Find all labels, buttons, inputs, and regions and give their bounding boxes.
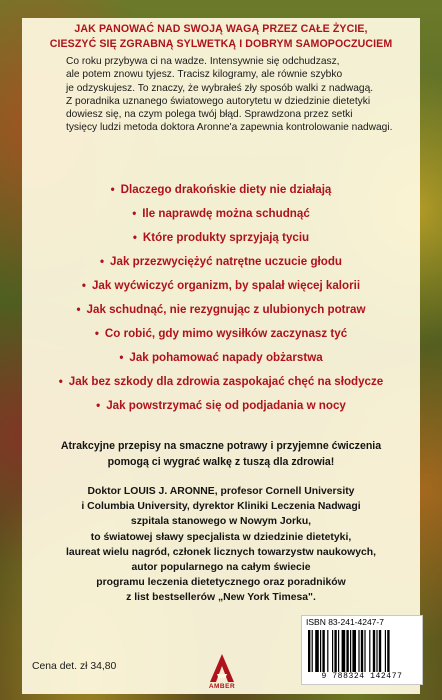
bullet-icon: • — [76, 303, 81, 316]
author-bio — [40, 484, 402, 606]
list-item — [40, 298, 402, 322]
intro-line: je odzyskujesz. To znaczy, że wybrałeś zły sposób walki z nadwagą. — [66, 82, 374, 94]
list-item-text: Jak powstrzymać się od podjadania w nocy — [106, 399, 346, 412]
price-label: Cena det. zł 34,80 — [32, 661, 117, 672]
isbn-label: ISBN 83-241-4247-7 — [306, 617, 384, 627]
list-item — [40, 226, 402, 250]
list-item-text: Dlaczego drakońskie diety nie działają — [120, 183, 332, 196]
intro-line: Co roku przybywa ci na wadze. Intensywnie się odchudzasz, — [66, 56, 340, 67]
list-item — [40, 178, 402, 202]
intro-line: tysięcy ludzi metoda doktora Aronne'a zapewnia kontrolowanie nadwagi. — [66, 122, 393, 134]
bio-line: programu leczenia dietetycznego oraz poradników — [96, 577, 346, 589]
barcode-number: 9 788324 142477 — [321, 672, 403, 681]
list-item — [40, 202, 402, 226]
bullet-icon: • — [58, 375, 63, 388]
promo-text — [40, 438, 402, 470]
list-item-text: Ile naprawdę można schudnąć — [142, 207, 310, 220]
promo-line: Atrakcyjne przepisy na smaczne potrawy i przyjemne ćwiczenia — [60, 440, 382, 452]
bio-line: szpitala stanowego w Nowym Jorku, — [130, 516, 312, 528]
list-item — [40, 346, 402, 370]
bio-line: autor popularnego na całym świecie — [131, 562, 311, 574]
headline-line: CIESZYĆ SIĘ ZGRABNĄ SYLWETKĄ I DOBRYM SAMOPOCZUCIEM — [49, 38, 393, 50]
list-item — [40, 370, 402, 394]
list-item-text: Jak wyćwiczyć organizm, by spalał więcej kalorii — [91, 279, 361, 292]
bullet-icon: • — [132, 231, 137, 244]
headline-line: JAK PANOWAĆ NAD SWOJĄ WAGĄ PRZEZ CAŁE ŻYCIE, — [74, 23, 368, 35]
bio-line: Doktor LOUIS J. ARONNE, profesor Cornell University — [87, 486, 355, 497]
list-item-text: Jak przezwyciężyć natrętne uczucie głodu — [110, 255, 343, 268]
bullet-icon: • — [96, 399, 101, 412]
list-item-text: Które produkty sprzyjają tyciu — [142, 231, 310, 244]
intro-paragraph — [66, 55, 393, 135]
bullet-icon: • — [99, 255, 105, 268]
promo-line: pomogą ci wygrać walkę z tuszą dla zdrowia! — [107, 456, 335, 468]
barcode-box — [301, 615, 423, 685]
bullet-icon: • — [94, 327, 99, 340]
bullet-icon: • — [81, 279, 86, 292]
list-item — [40, 274, 402, 298]
list-item — [40, 250, 402, 274]
bio-line: z list bestsellerów „New York Timesa". — [126, 592, 316, 604]
bio-line: laureat wielu nagród, członek licznych towarzystw naukowych, — [65, 546, 377, 558]
bullet-icon: • — [110, 183, 115, 196]
list-item — [40, 394, 402, 418]
bio-line: i Columbia University, dyrektor Kliniki Leczenia Nadwagi — [81, 501, 361, 513]
list-item-text: Co robić, gdy mimo wysiłków zaczynasz tyć — [104, 327, 348, 340]
list-item-text: Jak pohamować napady obżarstwa — [129, 351, 323, 364]
list-item — [40, 322, 402, 346]
bullet-icon: • — [119, 351, 124, 364]
bullet-icon: • — [132, 207, 137, 220]
barcode-icon — [308, 630, 416, 672]
publisher-name: AMBER — [208, 683, 236, 690]
intro-line: ale potem znowu tyjesz. Tracisz kilogramy, ale równie szybko — [66, 69, 343, 81]
intro-line: dowiesz się, na czym polega twój błąd. Sprawdzona przez setki — [66, 109, 353, 121]
list-item-text: Jak schudnąć, nie rezygnując z ulubionych potraw — [86, 303, 366, 316]
benefits-list — [40, 178, 402, 418]
intro-line: Z poradnika uznanego światowego autorytetu w dziedzinie dietetyki — [66, 95, 371, 107]
list-item-text: Jak bez szkody dla zdrowia zaspokajać chęć na słodycze — [68, 375, 384, 388]
headline — [40, 22, 402, 52]
bio-line: to światowej sławy specjalista w dziedzinie dietetyki, — [90, 531, 352, 543]
